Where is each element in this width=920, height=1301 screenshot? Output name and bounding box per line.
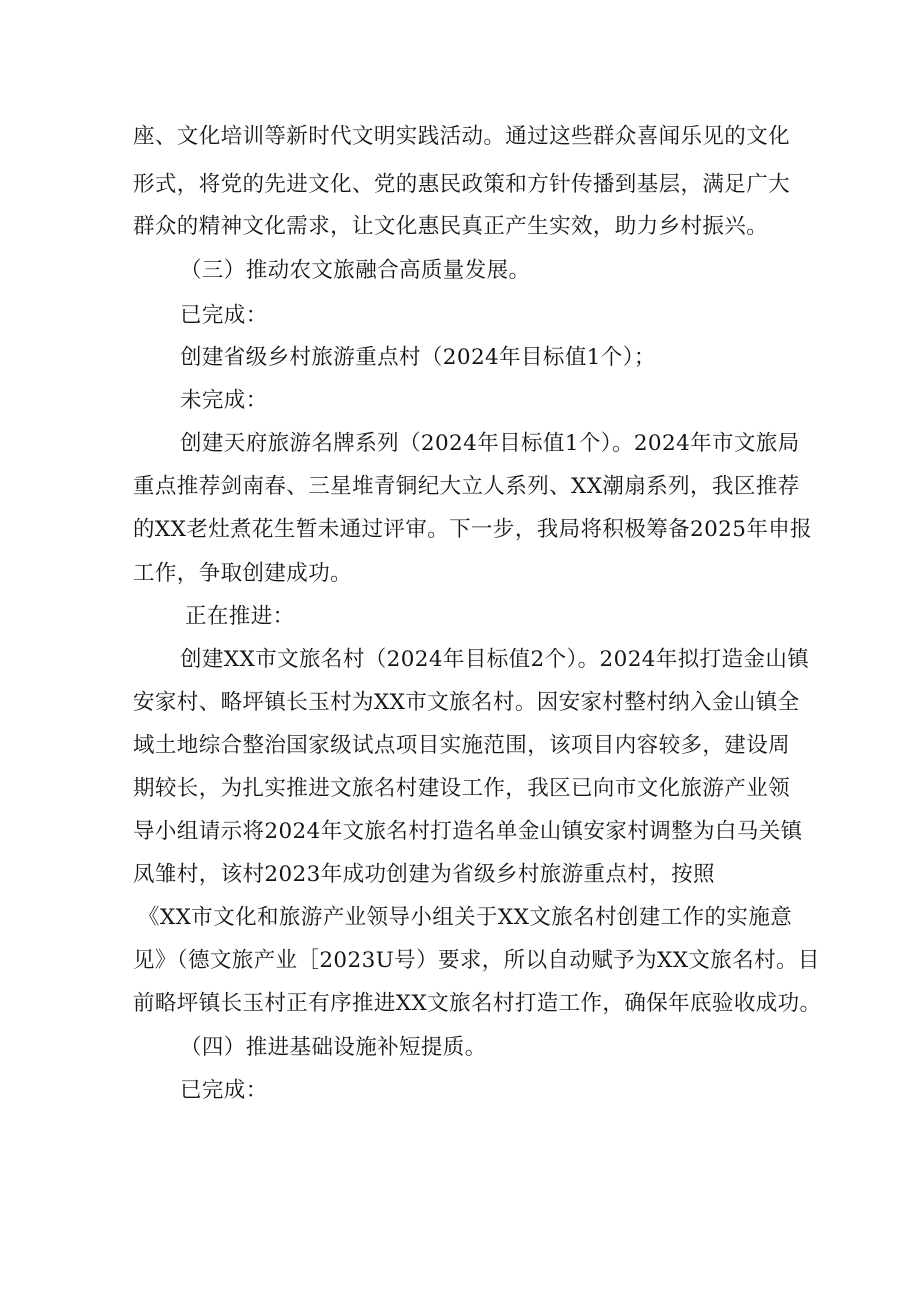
text-line: 形式，将党的先进文化、党的惠民政策和方针传播到基层，满足广大 [133,172,791,197]
text-line: 凤雏村，该村2023年成功创建为省级乡村旅游重点村，按照 [133,862,715,887]
section-heading: （三）推动农文旅融合高质量发展。 [180,258,531,283]
text-line: 域土地综合整治国家级试点项目实施范围，该项目内容较多，建设周 [133,733,791,758]
text-line: 创建天府旅游名牌系列（2024年目标值1个）。2024年市文旅局 [180,431,800,456]
status-label: 正在推进： [185,604,295,629]
text-line: 前略坪镇长玉村正有序推进XX文旅名村打造工作，确保年底验收成功。 [133,991,822,1016]
status-label: 未完成： [180,388,268,413]
text-line: 创建省级乡村旅游重点村（2024年目标值1个）； [180,345,656,370]
text-line: 的XX老灶煮花生暂未通过评审。下一步，我局将积极筹备2025年申报 [133,517,813,542]
status-label: 已完成： [180,303,268,328]
text-line: 重点推荐剑南春、三星堆青铜纪大立人系列、XX潮扇系列，我区推荐 [133,474,800,499]
text-line: 创建XX市文旅名村（2024年目标值2个）。2024年拟打造金山镇 [180,647,810,672]
status-label: 已完成： [180,1078,268,1103]
text-line: 座、文化培训等新时代文明实践活动。通过这些群众喜闻乐见的文化 [133,124,791,149]
text-line: 群众的精神文化需求，让文化惠民真正产生实效，助力乡村振兴。 [133,214,769,239]
section-heading: （四）推进基础设施补短提质。 [180,1035,487,1060]
text-line: 工作，争取创建成功。 [133,561,353,586]
text-line: 安家村、略坪镇长玉村为XX市文旅名村。因安家村整村纳入金山镇全 [133,690,800,715]
text-line: 见》（德文旅产业［2023U号）要求，所以自动赋予为XX文旅名村。目 [133,948,820,973]
text-line: 导小组请示将2024年文旅名村打造名单金山镇安家村调整为白马关镇 [133,819,803,844]
text-line: 期较长，为扎实推进文旅名村建设工作，我区已向市文化旅游产业领 [133,776,791,801]
text-line: 《XX市文化和旅游产业领导小组关于XX文旅名村创建工作的实施意 [138,905,793,930]
